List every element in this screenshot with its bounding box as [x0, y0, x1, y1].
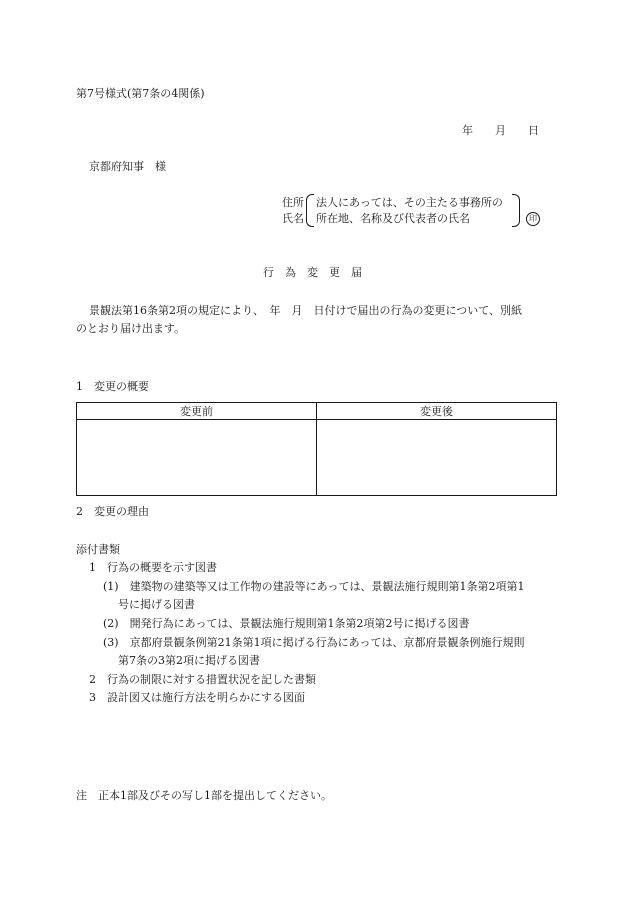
footnote: 注 正本1部及びその写し1部を提出してください。 — [76, 789, 332, 802]
body-line2: のとおり届け出ます。 — [76, 322, 186, 335]
attachment-sub2: (2) 開発行為にあっては、景観法施行規則第1条第2項第2号に掲げる図書 — [103, 617, 470, 630]
cell-after — [317, 420, 557, 496]
document-title: 行 為 変 更 届 — [263, 266, 362, 279]
address-label: 住所 — [282, 196, 304, 209]
col-after-header: 変更後 — [317, 403, 557, 420]
attachments-heading: 添付書類 — [76, 543, 120, 556]
attachment-item2: 2 行為の制限に対する措置状況を記した書類 — [89, 673, 316, 686]
attachment-sub3-line1: (3) 京都府景観条例第21条第1項に掲げる行為にあっては、京都府景観条例施行規則 — [103, 636, 525, 649]
date-line: 年 月 日 — [462, 124, 539, 137]
right-bracket — [512, 194, 520, 227]
attachment-sub1-line1: (1) 建築物の建築等又は工作物の建設等にあっては、景観法施行規則第1条第2項第1 — [103, 580, 525, 593]
section1-label: 1 変更の概要 — [76, 380, 149, 393]
addressee: 京都府知事 様 — [89, 160, 166, 173]
seal-mark: 印 — [526, 212, 540, 226]
attachment-item3: 3 設計図又は施行方法を明らかにする図面 — [89, 691, 305, 704]
left-bracket — [306, 194, 314, 227]
attachment-item1: 1 行為の概要を示す図書 — [89, 561, 217, 574]
cell-before — [77, 420, 317, 496]
form-number: 第7号様式(第7条の4関係) — [76, 87, 205, 100]
name-label: 氏名 — [282, 212, 304, 225]
attachment-sub1-line2: 号に掲げる図書 — [118, 598, 195, 611]
section2-label: 2 変更の理由 — [76, 505, 149, 518]
col-before-header: 変更前 — [77, 403, 317, 420]
attachment-sub3-line2: 第7条の3第2項に掲げる図書 — [118, 654, 260, 667]
applicant-note-line1: 法人にあっては、その主たる事務所の — [316, 196, 503, 209]
body-line1: 景観法第16条第2項の規定により、 年 月 日付けで届出の行為の変更について、別紙 — [89, 304, 523, 317]
change-table — [76, 402, 557, 496]
applicant-note-line2: 所在地、名称及び代表者の氏名 — [316, 212, 470, 225]
